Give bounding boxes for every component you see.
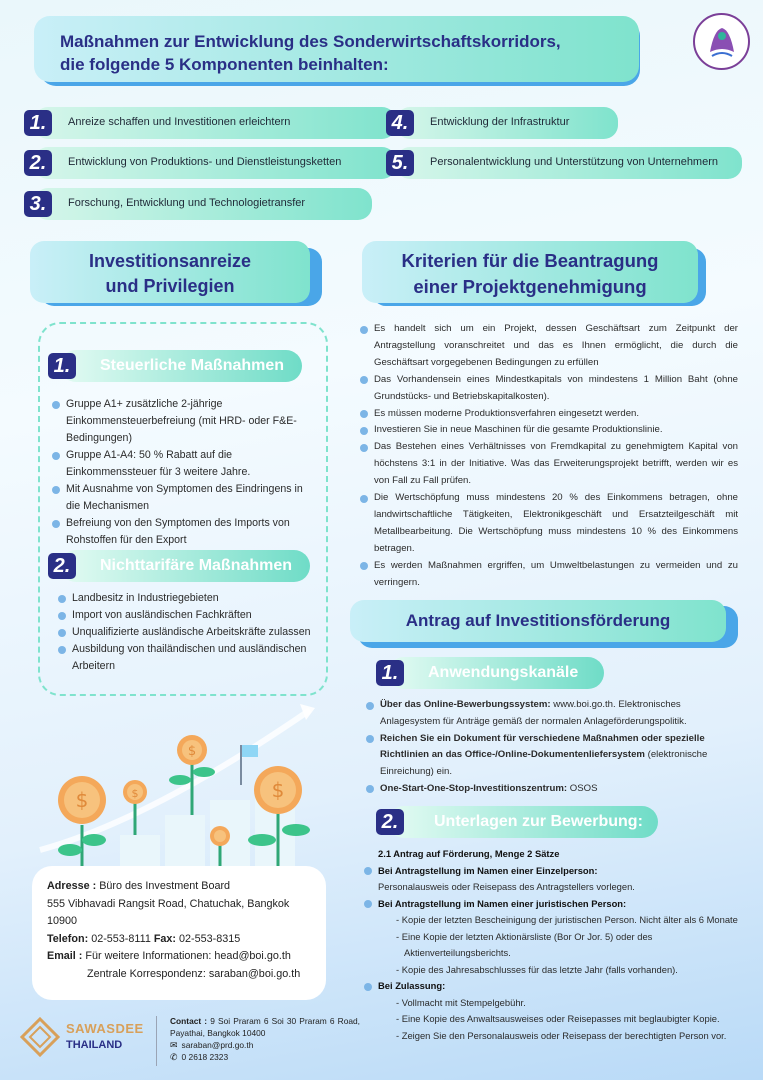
- email-line2: Zentrale Korrespondenz: saraban@boi.go.th: [87, 967, 301, 980]
- contact-label: Contact :: [170, 1016, 208, 1026]
- legal-item: - Kopie der letzten Bescheinigung der juristischen Person. Nicht älter als 6 Monate: [396, 914, 738, 925]
- nontariff-number: 2.: [48, 553, 76, 579]
- address-label: Adresse :: [47, 880, 97, 892]
- sawasdee-logo-icon: [18, 1017, 62, 1057]
- list-item: Das Bestehen eines Verhältnisses von Fremdkapital zu genehmigtem Kapital von höchstens 3:1 in der Initiative. Was das Erweiterungsprojekt betrifft, werden wir es von Fall zu Fall prüfen.: [360, 439, 738, 490]
- svg-text:$: $: [75, 788, 89, 812]
- legal-item: Aktienverteilungsberichts.: [404, 947, 511, 958]
- address-line2: 555 Vibhavadi Rangsit Road, Chatuchak, Bangkok: [47, 897, 290, 910]
- header-title-line2: die folgende 5 Komponenten beinhalten:: [60, 55, 389, 74]
- component-number: 4.: [386, 110, 414, 136]
- office-seal-logo: [693, 13, 750, 70]
- phone-label: Telefon:: [47, 932, 89, 945]
- component-number: 2.: [24, 150, 52, 176]
- fax-label: Fax:: [153, 932, 177, 945]
- legal-item: - Kopie des Jahresabschlusses für das letzte Jahr (falls vorhanden).: [396, 963, 678, 975]
- list-item: Unqualifizierte ausländische Arbeitskräfte zulassen: [58, 624, 314, 641]
- tax-measures-number: 1.: [48, 353, 76, 379]
- documents-number: 2.: [376, 809, 404, 835]
- list-item: Mit Ausnahme von Symptomen des Eindringens in die Mechanismen: [52, 481, 306, 515]
- list-item: Das Vorhandensein eines Mindestkapitals von mindestens 1 Million Baht (ohne Grundstücks- und Betriebskapitalkosten).: [360, 372, 738, 406]
- criteria-list: [360, 321, 738, 592]
- documents-details: [364, 846, 748, 1044]
- investment-growth-illustration: [30, 700, 340, 875]
- list-item: Import von ausländischen Fachkräften: [58, 607, 314, 624]
- svg-text:$: $: [271, 778, 285, 802]
- left-heading-line1: Investitionsanreize: [88, 251, 252, 271]
- list-item: Gruppe A1+ zusätzliche 2-jährige Einkommensteuerbefreiung (mit HRD- oder F&E-Bedingungen): [52, 396, 306, 447]
- admit-item: - Zeigen Sie den Personalausweis oder Reisepass der berechtigten Person vor.: [396, 1029, 727, 1041]
- documents-label: Unterlagen zur Bewerbung:: [388, 806, 658, 838]
- list-item: Gruppe A1-A4: 50 % Rabatt auf die Einkommenssteuer für 3 weitere Jahre.: [52, 447, 306, 481]
- footer-divider: [156, 1016, 157, 1066]
- component-label: Forschung, Entwicklung und Technologietransfer: [68, 197, 306, 209]
- admit-item: - Vollmacht mit Stempelgebühr.: [396, 996, 526, 1008]
- list-item: Die Wertschöpfung muss mindestens 20 % des Einkommens betragen, ohne landwirtschaftliche Tätigkeiten, Elektronikgeschäft und Ersatzteilgeschäft mit Metallbearbeitung. Die Wertschöpfung muss mindestens 10 % des Einkommens betragen.: [360, 490, 738, 558]
- right-heading: [362, 241, 698, 303]
- list-item: [364, 863, 748, 880]
- list-item: Befreiung von den Symptomen des Imports von Rohstoffen für den Export: [52, 515, 306, 549]
- component-number: 5.: [386, 150, 414, 176]
- component-label: Entwicklung von Produktions- und Dienstleistungsketten: [68, 156, 342, 168]
- fax-value: 02-553-8315: [179, 932, 241, 945]
- channel-text: OSOS: [567, 782, 598, 794]
- phone-icon: ✆: [170, 1051, 178, 1062]
- apply-heading: Antrag auf Investitionsförderung: [350, 600, 726, 642]
- nontariff-list: [58, 590, 314, 675]
- brand-line1: SAWASDEE: [66, 1021, 144, 1036]
- list-item: [366, 697, 742, 731]
- legal-item: - Eine Kopie der letzten Aktionärsliste (Bor Or Jor. 5) oder des: [396, 930, 653, 942]
- nontariff-label: Nichttarifäre Maßnahmen: [60, 550, 310, 582]
- footer-phone: 0 2618 2323: [181, 1051, 229, 1062]
- header-title-line1: Maßnahmen zur Entwicklung des Sonderwirtschaftskorridors,: [60, 32, 561, 51]
- person-text: Personalausweis oder Reisepass des Antragstellers vorlegen.: [378, 881, 635, 892]
- header-title: [34, 16, 639, 82]
- mail-icon: ✉: [170, 1040, 178, 1050]
- list-item: Es handelt sich um ein Projekt, dessen Geschäftsart zum Zeitpunkt der Antragstellung voranschreitet und das es Ihnen ermöglicht, die durch die Geschäftsart vorgegebenen Bedingungen zu erfüllen: [360, 321, 738, 372]
- channel-bold: Über das Online-Bewerbungssystem:: [380, 699, 551, 710]
- right-heading-line1: Kriterien für die Beantragung: [401, 250, 659, 271]
- list-item: [366, 781, 742, 798]
- list-item: [364, 896, 748, 913]
- channel-bold: Reichen Sie ein Dokument für verschiedene Maßnahmen oder spezielle Richtlinien an das Office-/Online-Dokumentenliefersystem: [380, 732, 705, 761]
- person-heading: Bei Antragstellung im Namen einer Einzelperson:: [378, 864, 598, 876]
- list-item: Es werden Maßnahmen ergriffen, um Umweltbelastungen zu vermeiden und zu verringern.: [360, 558, 738, 592]
- list-item: Investieren Sie in neue Maschinen für die gesamte Produktionslinie.: [360, 422, 738, 439]
- component-label: Anreize schaffen und Investitionen erleichtern: [68, 116, 291, 128]
- footer-email: saraban@prd.go.th: [181, 1040, 254, 1050]
- component-label: Entwicklung der Infrastruktur: [430, 116, 570, 128]
- footer-contact: [170, 1016, 360, 1063]
- footer-brand: [18, 1015, 158, 1061]
- list-item: Landbesitz in Industriegebieten: [58, 590, 314, 607]
- phone-value: 02-553-8111: [91, 932, 151, 945]
- channels-number: 1.: [376, 660, 404, 686]
- channel-text: (elektronische Einreichung) ein.: [380, 749, 708, 778]
- list-item: [366, 731, 742, 781]
- admit-heading: Bei Zulassung:: [378, 980, 446, 991]
- tax-measures-label: Steuerliche Maßnahmen: [60, 350, 302, 382]
- list-item: [364, 978, 748, 995]
- brand-line2: THAILAND: [66, 1039, 123, 1051]
- email-label: Email :: [47, 950, 83, 963]
- address-line3: 10900: [47, 915, 78, 928]
- legal-heading: Bei Antragstellung im Namen einer juristischen Person:: [378, 897, 627, 909]
- list-item: Ausbildung von thailändischen und ausländischen Arbeitern: [58, 641, 314, 675]
- address-value: Büro des Investment Board: [99, 880, 231, 892]
- left-heading: [30, 241, 310, 303]
- documents-sub: 2.1 Antrag auf Förderung, Menge 2 Sätze: [378, 848, 560, 859]
- right-heading-line2: einer Projektgenehmigung: [413, 276, 647, 297]
- component-number: 3.: [24, 191, 52, 217]
- channels-label: Anwendungskanäle: [388, 657, 604, 689]
- channel-text: www.boi.go.th. Elektronisches Anlagesystem für Anträge gemäß der normalen Anlageförderungspolitik.: [380, 699, 687, 727]
- svg-text:$: $: [131, 787, 139, 800]
- admit-item: - Eine Kopie des Anwaltsausweises oder Reisepasses mit beglaubigter Kopie.: [396, 1013, 720, 1024]
- address-card: [32, 866, 326, 1000]
- email-value: Für weitere Informationen: head@boi.go.th: [85, 950, 291, 963]
- contact-value: 9 Soi Praram 6 Soi 30 Praram 6 Road, Payathai, Bangkok 10400: [170, 1016, 361, 1038]
- component-label: Personalentwicklung und Unterstützung von Unternehmern: [430, 156, 718, 168]
- channels-list: [366, 697, 742, 798]
- svg-text:$: $: [187, 744, 197, 759]
- component-number: 1.: [24, 110, 52, 136]
- channel-bold: One-Start-One-Stop-Investitionszentrum:: [380, 782, 568, 794]
- left-heading-line2: und Privilegien: [105, 276, 235, 296]
- tax-measures-list: [52, 396, 306, 549]
- list-item: Es müssen moderne Produktionsverfahren eingesetzt werden.: [360, 406, 738, 423]
